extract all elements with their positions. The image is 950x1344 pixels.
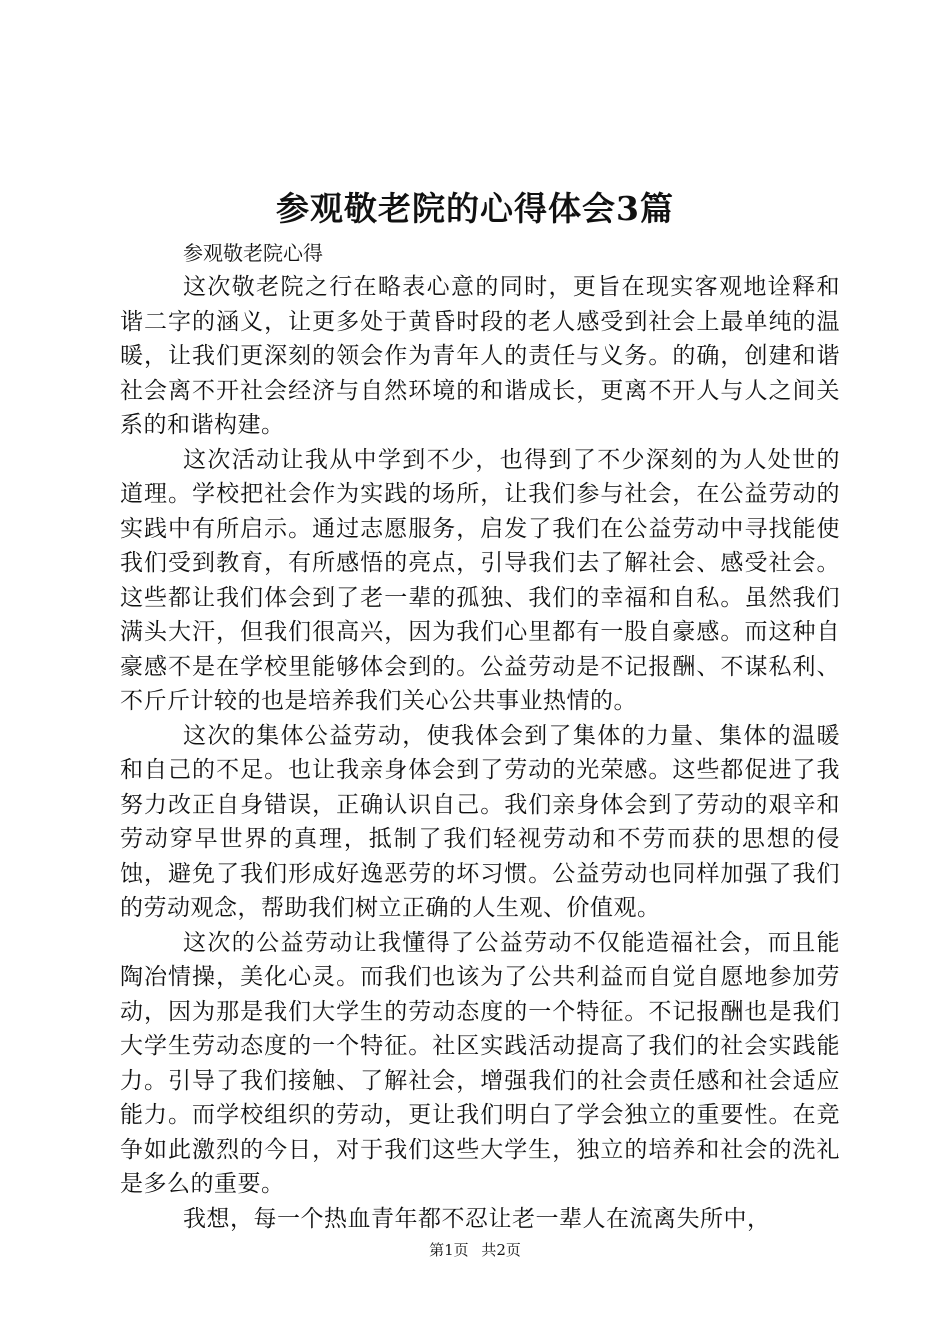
page-number-footer: 第1页 共2页 <box>429 1241 521 1259</box>
paragraph: 这次敬老院之行在略表心意的同时，更旨在现实客观地诠释和谐二字的涵义，让更多处于黄昏时段的老人感受到社会上最单纯的温暖，让我们更深刻的领会作为青年人的责任与义务。的确，创建和谐社会离不开社会经济与自然环境的和谐成长，更离不开人与人之间关系的和谐构建。 <box>120 274 840 438</box>
document-title: 参观敬老院的心得体会3篇 <box>276 189 674 228</box>
paragraph: 我想，每一个热血青年都不忍让老一辈人在流离失所中， <box>183 1205 771 1232</box>
document-body <box>120 236 840 1236</box>
section-heading: 参观敬老院心得 <box>183 241 323 265</box>
paragraph: 这次的公益劳动让我懂得了公益劳动不仅能造福社会，而且能陶冶情操，美化心灵。而我们也该为了公共利益而自觉自愿地参加劳动，因为那是我们大学生的劳动态度的一个特征。不记报酬也是我们大学生劳动态度的一个特征。社区实践活动提高了我们的社会实践能力。引导了我们接触、了解社会，增强我们的社会责任感和社会适应能力。而学校组织的劳动，更让我们明白了学会独立的重要性。在竞争如此激烈的今日，对于我们这些大学生，独立的培养和社会的洗礼是多么的重要。 <box>120 929 840 1197</box>
paragraph: 这次的集体公益劳动，使我体会到了集体的力量、集体的温暖和自己的不足。也让我亲身体会到了劳动的光荣感。这些都促进了我努力改正自身错误，正确认识自己。我们亲身体会到了劳动的艰辛和劳动穿早世界的真理，抵制了我们轻视劳动和不劳而获的思想的侵蚀，避免了我们形成好逸恶劳的坏习惯。公益劳动也同样加强了我们的劳动观念，帮助我们树立正确的人生观、价值观。 <box>120 722 840 921</box>
paragraph: 这次活动让我从中学到不少，也得到了不少深刻的为人处世的道理。学校把社会作为实践的场所，让我们参与社会，在公益劳动的实践中有所启示。通过志愿服务，启发了我们在公益劳动中寻找能使我们受到教育，有所感悟的亮点，引导我们去了解社会、感受社会。这些都让我们体会到了老一辈的孤独、我们的幸福和自私。虽然我们满头大汗，但我们很高兴，因为我们心里都有一股自豪感。而这种自豪感不是在学校里能够体会到的。公益劳动是不记报酬、不谋私利、不斤斤计较的也是培养我们关心公共事业热情的。 <box>120 446 840 714</box>
